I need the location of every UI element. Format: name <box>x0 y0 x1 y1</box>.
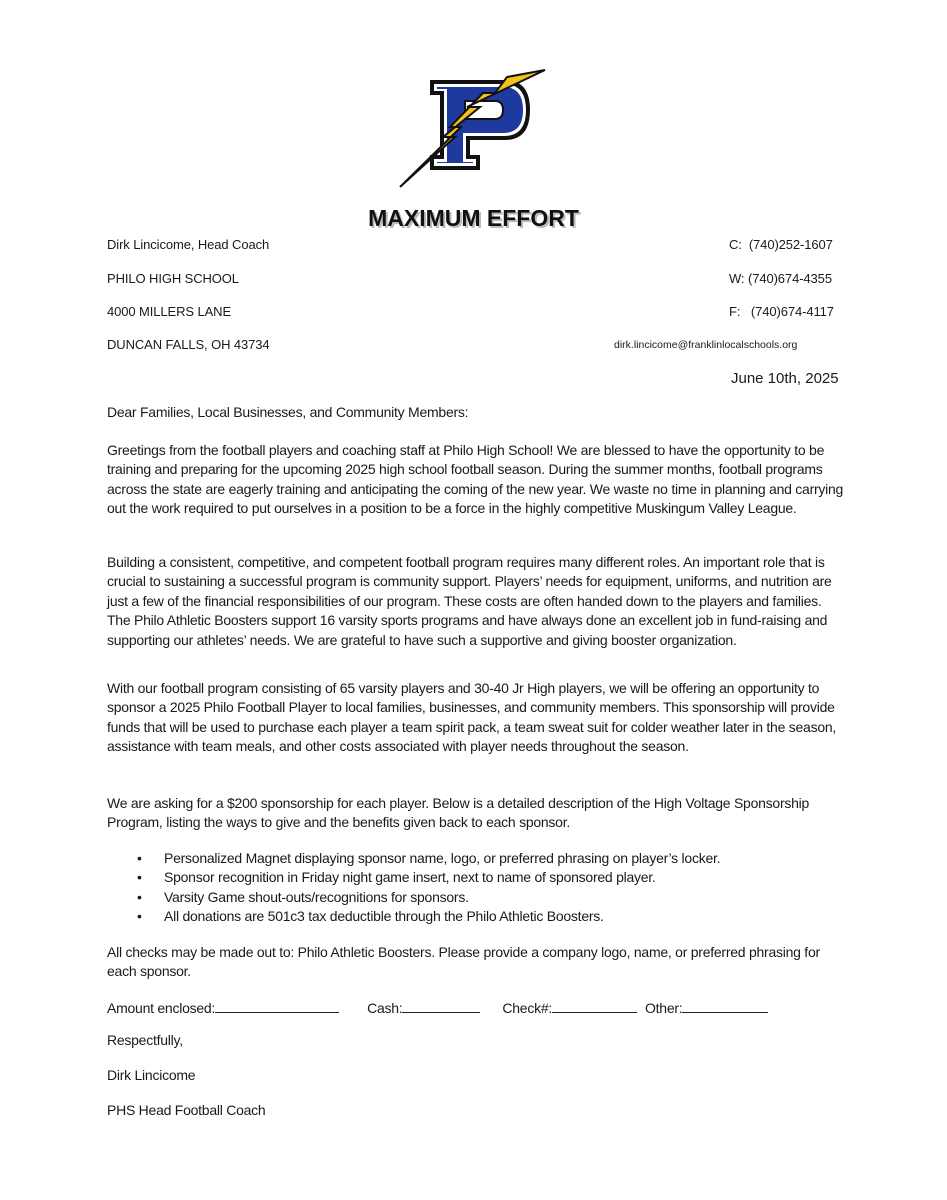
paragraph-sponsorship: With our football program consisting of 65 varsity players and 30-40 Jr High players, we will be offering an opportunity to sponsor a 2025 Philo Football Player to local families, businesses, and community members. This sponsorship will provide funds that will be used to purchase each player a team spirit pack, a team sweat suit for colder weather later in the season, assistance with team meals, and other costs associated with player needs throughout the season. <box>107 680 837 755</box>
list-item: • All donations are 501c3 tax deductible through the Philo Athletic Boosters. <box>107 907 845 926</box>
list-item: • Varsity Game shout-outs/recognitions for sponsors. <box>107 888 845 907</box>
paragraph-request: We are asking for a $200 sponsorship for each player. Below is a detailed description of the High Voltage Sponsorship Program, listing the ways to give and the benefits given back to each sponsor. <box>107 795 810 831</box>
school-logo <box>395 65 555 190</box>
salutation: Dear Families, Local Businesses, and Community Members: <box>107 404 469 420</box>
cash-field[interactable] <box>402 999 480 1013</box>
paragraph-community-support: Building a consistent, competitive, and competent football program requires many different roles. An important role that is crucial to sustaining a successful program is community support. Players’ needs for equipment, uniforms, and nutrition are just a few of the financial responsibilities of our program. These costs are often handed down to the players and families. The Philo Athletic Boosters support 16 varsity sports programs and have always done an excellent job in fund-raising and supporting our athletes’ needs. We are grateful to have such a supportive and giving booster organization. <box>107 554 832 648</box>
benefits-list <box>107 849 845 927</box>
city-state-zip: DUNCAN FALLS, OH 43734 <box>107 337 270 352</box>
other-label: Other: <box>645 1000 683 1016</box>
list-item: • Sponsor recognition in Friday night game insert, next to name of sponsored player. <box>107 868 845 887</box>
email-link[interactable]: dirk.lincicome@franklinlocalschools.org <box>614 339 798 351</box>
motto: MAXIMUM EFFORT <box>368 205 579 231</box>
checks-note: All checks may be made out to: Philo Athletic Boosters. Please provide a company logo, name, or preferred phrasing for each sponsor. <box>107 944 820 980</box>
street-address: 4000 MILLERS LANE <box>107 304 232 319</box>
closing: Respectfully, <box>107 1032 183 1048</box>
payment-form <box>107 999 768 1016</box>
check-number-field[interactable] <box>552 999 637 1013</box>
signer-title: PHS Head Football Coach <box>107 1102 266 1118</box>
school-name: PHILO HIGH SCHOOL <box>107 271 239 286</box>
coach-name: Dirk Lincicome, Head Coach <box>107 237 270 252</box>
paragraph-greeting: Greetings from the football players and coaching staff at Philo High School! We are blessed to have the opportunity to be training and preparing for the upcoming 2025 high school football season. During the summer months, football programs across the state are eagerly training and anticipating the coming of the new year. We waste no time in planning and carrying out the work required to put ourselves in a position to be a force in the highly competitive Muskingum Valley League. <box>107 442 844 517</box>
signer-name: Dirk Lincicome <box>107 1067 196 1083</box>
fax: F: (740)674-4117 <box>729 304 834 319</box>
cash-label: Cash: <box>367 1000 403 1016</box>
amount-field[interactable] <box>215 999 339 1013</box>
other-field[interactable] <box>682 999 768 1013</box>
check-label: Check#: <box>502 1000 553 1016</box>
list-item: • Personalized Magnet displaying sponsor name, logo, or preferred phrasing on player’s locker. <box>107 849 845 868</box>
letter-date: June 10th, 2025 <box>731 370 839 387</box>
cell-phone: C: (740)252-1607 <box>729 237 833 252</box>
amount-label: Amount enclosed: <box>107 1000 216 1016</box>
work-phone: W: (740)674-4355 <box>729 271 832 286</box>
